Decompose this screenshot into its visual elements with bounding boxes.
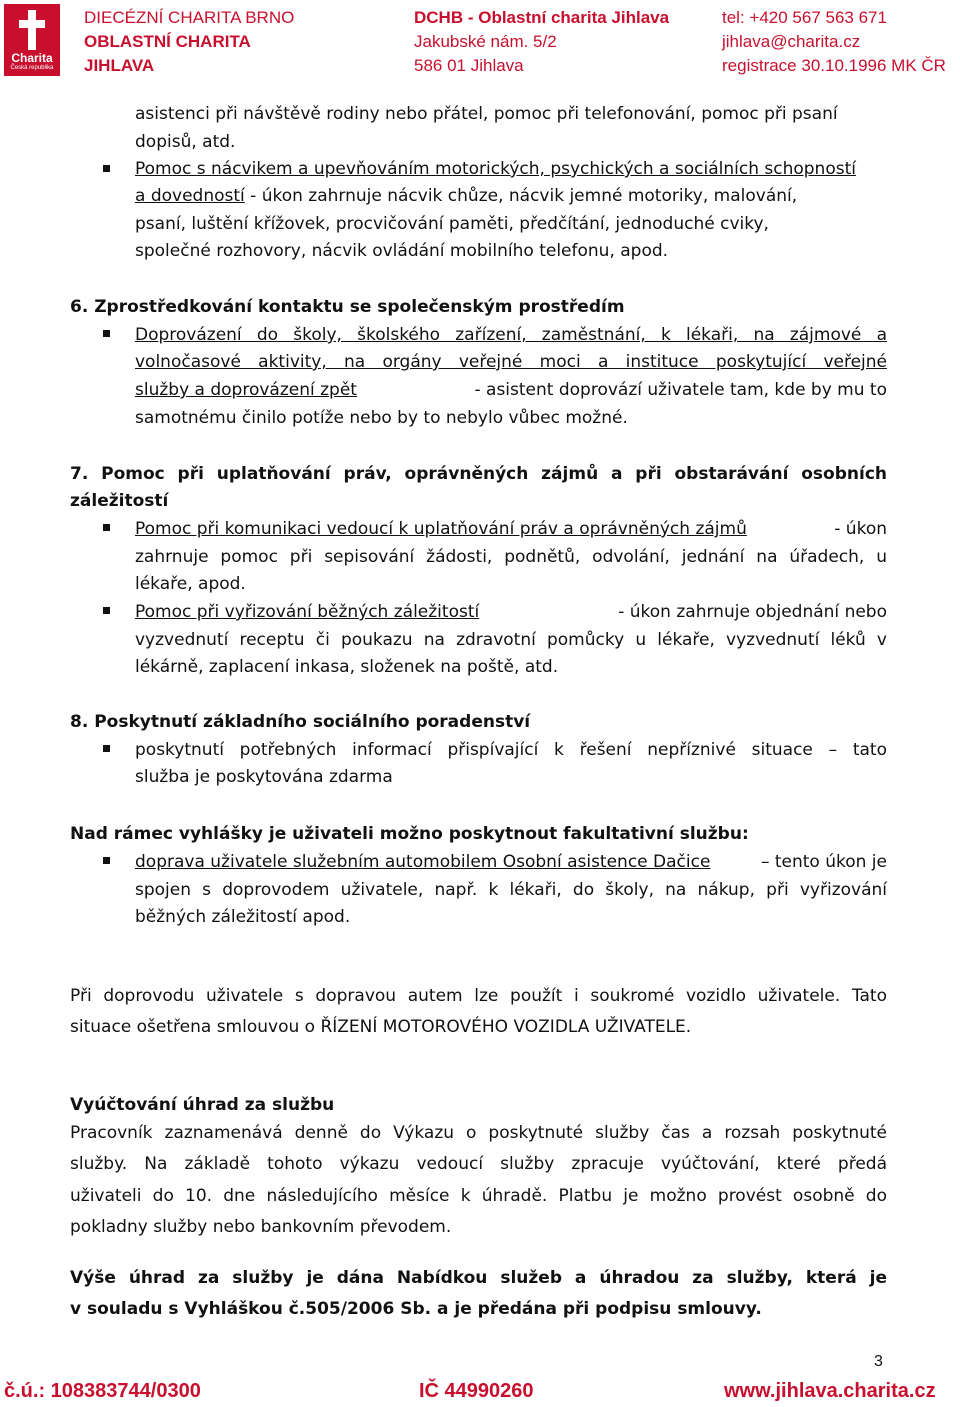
- footer-website: www.jihlava.charita.cz: [724, 1380, 936, 1402]
- bullet-icon: [103, 745, 110, 752]
- bullet-icon: [103, 524, 110, 531]
- section-heading: Nad rámec vyhlášky je uživateli možno poskytnout fakultativní službu:: [70, 824, 749, 844]
- paragraph-line: samotnému činilo potíže nebo by to nebylo vůbec možné.: [135, 408, 628, 428]
- header-registration: registrace 30.10.1996 MK ČR: [722, 56, 946, 75]
- paragraph-line: [135, 851, 887, 873]
- header-organization: [84, 6, 294, 78]
- bullet-icon: [103, 165, 110, 172]
- paragraph-line: lékaře, apod.: [135, 574, 246, 594]
- underlined-text: služby a doprovázení zpět: [135, 380, 357, 400]
- paragraph-line: společné rozhovory, nácvik ovládání mobilního telefonu, apod.: [135, 241, 669, 261]
- paragraph-line: [135, 379, 887, 401]
- paragraph-line: Při doprovodu uživatele s dopravou autem lze použít i soukromé vozidlo uživatele. Tato: [70, 986, 887, 1006]
- paragraph-line: Výše úhrad za služby je dána Nabídkou služeb a úhradou za služby, která je: [70, 1268, 887, 1288]
- paragraph-line: v souladu s Vyhláškou č.505/2006 Sb. a je předána při podpisu smlouvy.: [70, 1299, 762, 1319]
- paragraph-line: dopisů, atd.: [135, 132, 236, 152]
- paragraph-line: asistenci při návštěvě rodiny nebo přátel, pomoc při telefonování, pomoc při psaní: [135, 104, 838, 124]
- paragraph-line: [135, 601, 887, 623]
- paragraph-line: lékárně, zaplacení inkasa, složenek na poště, atd.: [135, 657, 559, 677]
- text: – tento úkon je: [760, 852, 887, 872]
- section-heading: 6. Zprostředkování kontaktu se společenským prostředím: [70, 297, 625, 317]
- header-phone: tel: +420 567 563 671: [722, 8, 887, 27]
- paragraph-line: [135, 185, 797, 207]
- underlined-text: Pomoc při vyřizování běžných záležitostí: [135, 602, 480, 622]
- header-org-line1: DIECÉZNÍ CHARITA BRNO: [84, 8, 295, 27]
- footer-bank-account: č.ú.: 108383744/0300: [4, 1380, 201, 1402]
- section-heading: Vyúčtování úhrad za službu: [70, 1095, 335, 1115]
- header-address-line2: Jakubské nám. 5/2: [414, 32, 557, 51]
- header-address: [414, 6, 669, 78]
- paragraph-line: uživateli do 10. dne následujícího měsíce k úhradě. Platbu je možno provést osobně do: [70, 1186, 887, 1206]
- section-heading: 8. Poskytnutí základního sociálního poradenství: [70, 712, 531, 732]
- text: - úkon: [834, 519, 887, 539]
- underlined-text: Pomoc při komunikaci vedoucí k uplatňování práv a oprávněných zájmů: [135, 519, 747, 539]
- paragraph-line: poskytnutí potřebných informací přispívající k řešení nepříznivé situace – tato: [135, 740, 887, 760]
- paragraph-line: psaní, luštění křížovek, procvičování paměti, předčítání, jednoduché cviky,: [135, 214, 769, 234]
- footer: [0, 1374, 960, 1407]
- section-heading: záležitostí: [70, 491, 169, 511]
- text: - úkon zahrnuje objednání nebo: [618, 602, 887, 622]
- text: - úkon zahrnuje nácvik chůze, nácvik jemné motoriky, malování,: [244, 186, 798, 206]
- paragraph-line: volnočasové aktivity, na orgány veřejné moci a instituce poskytující veřejné: [135, 352, 887, 372]
- paragraph-line: situace ošetřena smlouvou o ŘÍZENÍ MOTOROVÉHO VOZIDLA UŽIVATELE.: [70, 1017, 692, 1037]
- page-number: 3: [874, 1353, 883, 1370]
- logo-subtext: Česká republika: [10, 65, 54, 71]
- header-email: jihlava@charita.cz: [722, 32, 861, 51]
- paragraph-line: zahrnuje pomoc při sepisování žádosti, podnětů, odvolání, jednání na úřadech, u: [135, 547, 887, 567]
- footer-ico: IČ 44990260: [419, 1380, 534, 1402]
- paragraph-line: spojen s doprovodem uživatele, např. k lékaři, do školy, na nákup, při vyřizování: [135, 880, 887, 900]
- paragraph-line: běžných záležitostí apod.: [135, 907, 351, 927]
- charita-logo: [4, 4, 60, 76]
- charita-cross-icon: [17, 8, 47, 52]
- logo-text: Charita: [11, 51, 53, 65]
- paragraph-line: pokladny služby nebo bankovním převodem.: [70, 1217, 452, 1237]
- bullet-title: Pomoc s nácvikem a upevňováním motorických, psychických a sociálních schopností: [135, 159, 856, 179]
- paragraph-line: služby. Na základě tohoto výkazu vedoucí služby zpracuje vyúčtování, které předá: [70, 1154, 887, 1174]
- header-contact: [722, 6, 946, 78]
- underlined-text: a dovedností: [135, 186, 245, 206]
- paragraph-line: Doprovázení do školy, školského zařízení, zaměstnání, k lékaři, na zájmové a: [135, 325, 887, 345]
- underlined-text: doprava uživatele služebním automobilem Osobní asistence Dačice: [135, 852, 711, 872]
- header-org-line3: JIHLAVA: [84, 56, 155, 75]
- header-org-line2: OBLASTNÍ CHARITA: [84, 32, 251, 51]
- header-address-line1: DCHB - Oblastní charita Jihlava: [414, 8, 670, 27]
- section-heading: 7. Pomoc při uplatňování práv, oprávněných zájmů a při obstarávání osobních: [70, 464, 887, 484]
- bullet-icon: [103, 330, 110, 337]
- paragraph-line: služba je poskytována zdarma: [135, 767, 393, 787]
- letterhead: [0, 0, 960, 84]
- bullet-icon: [103, 607, 110, 614]
- paragraph-line: Pracovník zaznamenává denně do Výkazu o poskytnuté služby čas a rozsah poskytnuté: [70, 1123, 887, 1143]
- paragraph-line: [135, 518, 887, 540]
- bullet-icon: [103, 857, 110, 864]
- header-address-line3: 586 01 Jihlava: [414, 56, 524, 75]
- text: - asistent doprovází uživatele tam, kde by mu to: [474, 380, 887, 400]
- paragraph-line: vyzvednutí receptu či poukazu na zdravotní pomůcky u lékaře, vyzvednutí léků v: [135, 630, 887, 650]
